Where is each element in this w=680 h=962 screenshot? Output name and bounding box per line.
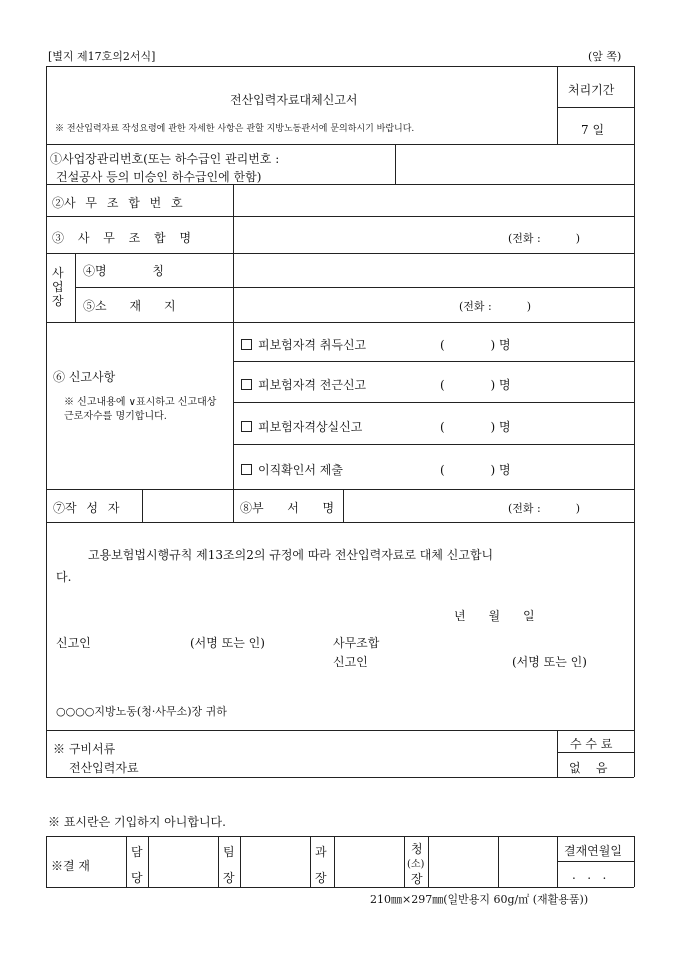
processing-period-value: 7 일 — [581, 123, 605, 137]
fee-label: 수 수 료 — [570, 737, 613, 751]
department-label: ⑧부 서 명 — [240, 501, 335, 515]
approval-col1-top: 담 — [131, 845, 143, 859]
office-phone: (전화 : ) — [508, 232, 581, 245]
declaration-date: 년 월 일 — [454, 609, 535, 623]
approval-col1-bottom: 당 — [131, 871, 143, 885]
processing-period-label: 처리기간 — [568, 83, 615, 97]
required-docs-item: 전산입력자료 — [69, 761, 139, 775]
paper-spec: 210㎜×297㎜(일반용지 60g/㎡ (재활용품)) — [370, 893, 589, 906]
union-label: 사무조합 — [333, 636, 380, 650]
approval-col4-middle: (소) — [407, 859, 425, 870]
approval-col2-top: 팀 — [223, 845, 235, 859]
report-count-separation: ( ) 명 — [440, 463, 511, 477]
report-item-loss[interactable]: 피보험자격상실신고 — [241, 418, 362, 435]
report-count-loss: ( ) 명 — [440, 420, 511, 434]
department-phone: (전화 : ) — [508, 502, 581, 515]
report-item-separation[interactable]: 이직확인서 제출 — [241, 461, 343, 478]
declaration-text-end: 다. — [56, 570, 72, 584]
writer-label: ⑦작 성 자 — [53, 501, 120, 515]
workplace-label: 사업장 — [52, 266, 64, 308]
report-instruction: ※ 신고내용에 ∨표시하고 신고대상 근로자수를 명기합니다. — [64, 397, 217, 422]
writer-field[interactable] — [144, 491, 231, 520]
checkbox-acquisition[interactable] — [241, 339, 252, 350]
page-side: (앞 쪽) — [588, 50, 622, 63]
report-items-label: ⑥ 신고사항 — [53, 370, 116, 384]
workplace-name-field[interactable] — [235, 255, 632, 285]
approval-col3-top: 과 — [315, 845, 327, 859]
approval-date-value: . . . — [572, 868, 607, 882]
biz-mgmt-number-label: ①사업장관리번호(또는 하수급인 관리번호 : — [50, 152, 280, 166]
reporter-label: 신고인 — [56, 636, 91, 650]
form-number: [별지 제17호의2서식] — [48, 50, 156, 63]
report-item-transfer[interactable]: 피보험자격 전근신고 — [241, 376, 366, 393]
approval-col2-bottom: 장 — [223, 871, 235, 885]
workplace-address-label: ⑤소 재 지 — [83, 299, 176, 313]
approval-col4-top: 청 — [411, 842, 423, 856]
declaration-text: 고용보험법시행규칙 제13조의2의 규정에 따라 전산입력자료로 대체 신고합니 — [88, 548, 494, 562]
checkbox-loss[interactable] — [241, 421, 252, 432]
report-item-acquisition[interactable]: 피보험자격 취득신고 — [241, 336, 366, 353]
report-count-transfer: ( ) 명 — [440, 378, 511, 392]
required-docs-label: ※ 구비서류 — [53, 742, 116, 756]
checkbox-separation[interactable] — [241, 464, 252, 475]
workplace-phone: (전화 : ) — [459, 300, 532, 313]
report-count-acquisition: ( ) 명 — [440, 338, 511, 352]
approval-col3-bottom: 장 — [315, 871, 327, 885]
approval-label: ※결 재 — [51, 859, 90, 873]
reporter-sign: (서명 또는 인) — [190, 636, 265, 650]
union-reporter-label: 신고인 — [333, 655, 368, 669]
form-title: 전산입력자료대체신고서 — [230, 93, 358, 107]
union-reporter-sign: (서명 또는 인) — [512, 655, 587, 669]
workplace-name-label: ④명 칭 — [83, 264, 164, 278]
title-note: ※ 전산입력자료 작성요령에 관한 자세한 사항은 관할 지방노동관서에 문의하시기 바랍니다. — [55, 124, 415, 134]
approval-note: ※ 표시란은 기입하지 아니합니다. — [48, 815, 226, 829]
office-number-label: ②사 무 조 합 번 호 — [52, 196, 183, 210]
biz-mgmt-number-note: 건설공사 등의 미승인 하수급인에 한함) — [56, 170, 262, 184]
biz-mgmt-number-field[interactable] — [397, 146, 632, 182]
approval-col4-bottom: 장 — [411, 872, 423, 886]
addressee: ○○○○지방노동(청·사무소)장 귀하 — [56, 705, 227, 718]
office-name-label: ③ 사 무 조 합 명 — [52, 231, 192, 245]
fee-value: 없 음 — [569, 761, 608, 775]
checkbox-transfer[interactable] — [241, 379, 252, 390]
approval-date-label: 결재연월일 — [564, 844, 622, 858]
office-number-field[interactable] — [235, 186, 632, 214]
